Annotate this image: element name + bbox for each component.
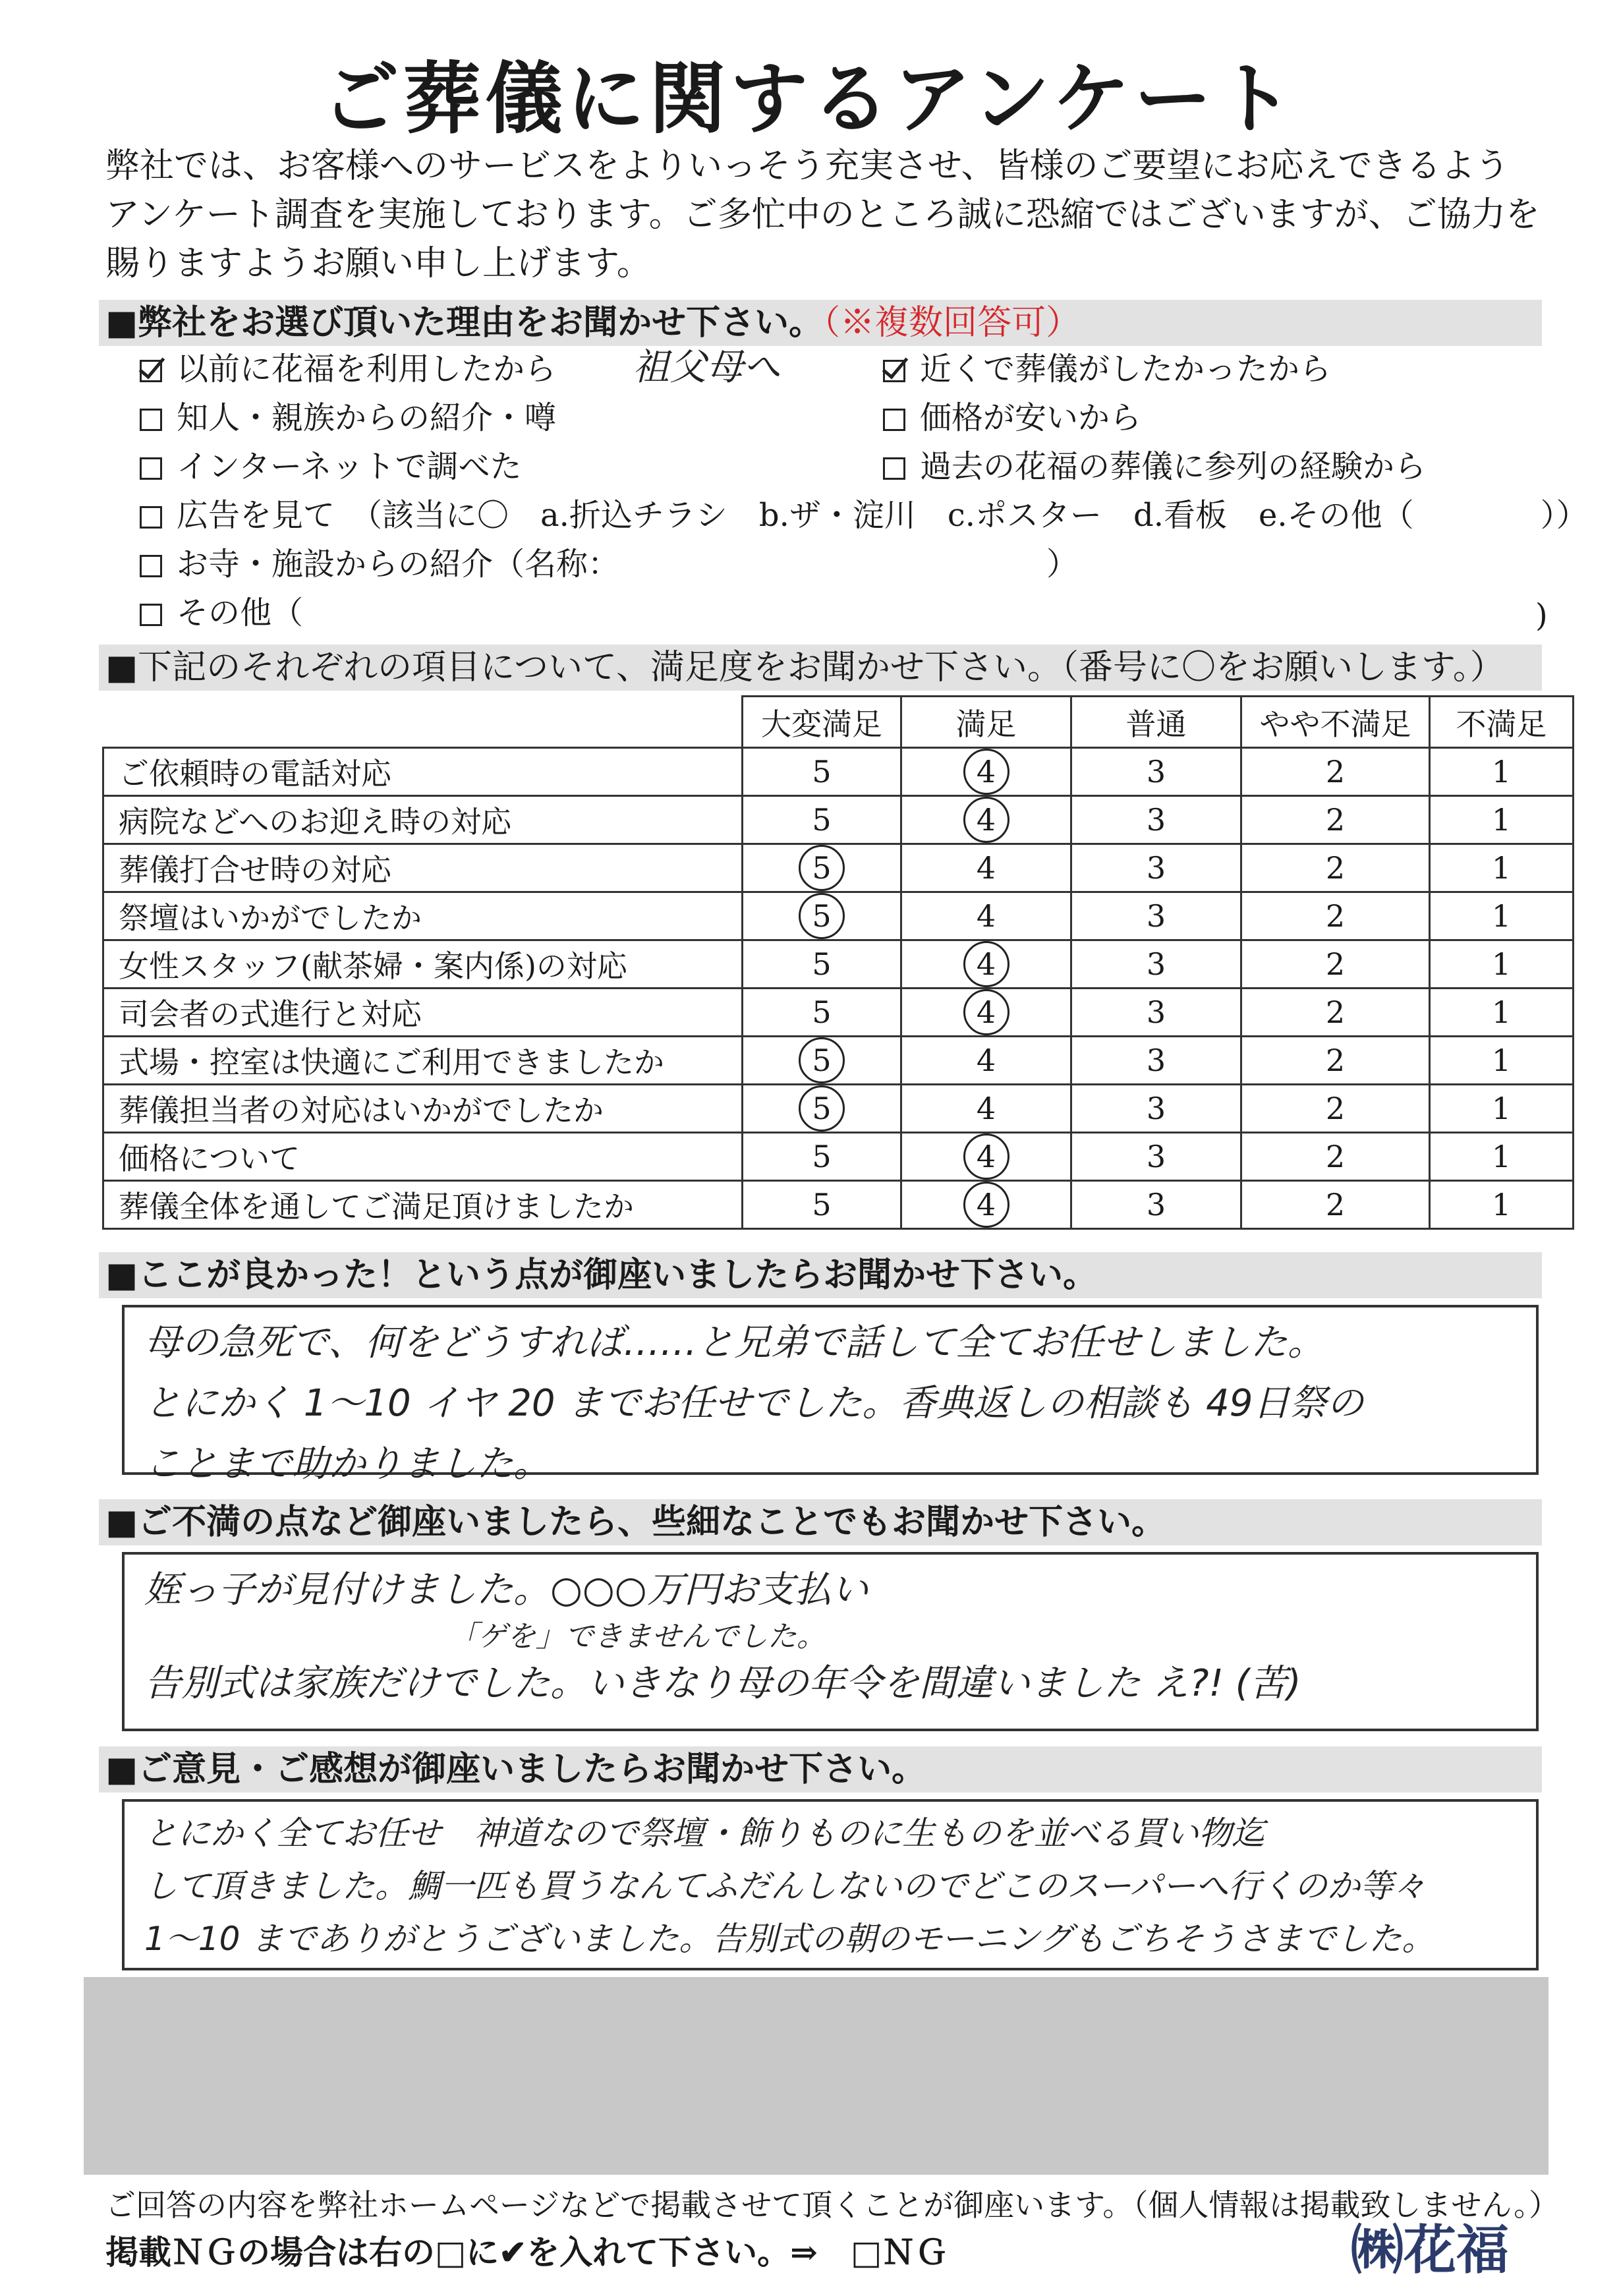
checkbox[interactable] bbox=[140, 555, 162, 577]
checkbox[interactable] bbox=[140, 506, 162, 529]
score-circled: 4 bbox=[963, 797, 1009, 843]
score-cell[interactable] bbox=[1241, 796, 1430, 844]
score-cell[interactable] bbox=[743, 989, 901, 1037]
satisfaction-item: 祭壇はいかがでしたか bbox=[103, 892, 743, 940]
score-value: 2 bbox=[1325, 754, 1346, 789]
company-name: ㈱花福 bbox=[1351, 2219, 1509, 2281]
section-opinions: ■ご意見・ご感想が御座いましたらお聞かせ下さい。 bbox=[99, 1746, 1542, 1793]
score-value: 2 bbox=[1325, 802, 1346, 838]
reason-option-internet[interactable]: インターネットで調べた bbox=[140, 447, 522, 486]
score-value: 5 bbox=[812, 754, 832, 789]
reason-option-advertisement[interactable]: 広告を見て （該当に〇 a.折込チラシ b.ザ・淀川 c.ポスター d.看板 e.その他（ ）） bbox=[140, 496, 1588, 535]
score-value: 4 bbox=[976, 1091, 996, 1126]
satisfaction-item: 葬儀全体を通してご満足頂けましたか bbox=[103, 1181, 743, 1229]
answer-line: とにかく 1〜10 イヤ 20 までお任せでした。香典返しの相談も 49日祭の bbox=[144, 1382, 1364, 1425]
score-value: 5 bbox=[812, 994, 832, 1030]
score-value: 1 bbox=[1491, 994, 1512, 1030]
checkbox[interactable] bbox=[140, 604, 162, 626]
score-cell[interactable] bbox=[743, 796, 901, 844]
checkbox[interactable] bbox=[140, 457, 162, 480]
section-reason: ■弊社をお選び頂いた理由をお聞かせ下さい。（※複数回答可） bbox=[99, 300, 1542, 346]
redacted-area bbox=[84, 1977, 1548, 2175]
score-cell[interactable] bbox=[1241, 1133, 1430, 1181]
score-value: 3 bbox=[1146, 850, 1166, 886]
score-value: 1 bbox=[1491, 898, 1512, 934]
table-header-row bbox=[103, 697, 1574, 748]
score-cell[interactable] bbox=[1241, 1181, 1430, 1229]
answer-line: 母の急死で、何をどうすれば……と兄弟で話して全てお任せしました。 bbox=[144, 1321, 1324, 1364]
section-complaints-heading: ご不満の点など御座いましたら、些細なことでもお聞かせ下さい。 bbox=[138, 1502, 1166, 1542]
reason-option-nearby[interactable]: 近くで葬儀がしたかったから bbox=[883, 349, 1331, 389]
score-cell[interactable] bbox=[743, 1133, 901, 1181]
section-satisfaction: ■下記のそれぞれの項目について、満足度をお聞かせ下さい。（番号に〇をお願いします。） bbox=[99, 645, 1542, 691]
score-circled: 4 bbox=[963, 989, 1009, 1035]
satisfaction-item: 価格について bbox=[103, 1133, 743, 1181]
reason-option-temple[interactable]: お寺・施設からの紹介（名称： ） bbox=[140, 544, 1078, 584]
section-complaints: ■ご不満の点など御座いましたら、些細なことでもお聞かせ下さい。 bbox=[99, 1499, 1542, 1545]
score-value: 2 bbox=[1325, 850, 1346, 886]
score-cell[interactable] bbox=[1241, 844, 1430, 892]
score-cell[interactable] bbox=[743, 844, 901, 892]
score-value: 4 bbox=[976, 850, 996, 886]
score-cell[interactable] bbox=[1071, 1133, 1241, 1181]
score-cell[interactable] bbox=[743, 892, 901, 940]
score-cell[interactable] bbox=[1430, 796, 1574, 844]
multi-answer-note: （※複数回答可） bbox=[823, 303, 1081, 343]
score-cell[interactable] bbox=[901, 748, 1071, 796]
score-value: 1 bbox=[1491, 1043, 1512, 1078]
checkbox[interactable] bbox=[140, 409, 162, 431]
score-cell[interactable] bbox=[1071, 940, 1241, 989]
table-row bbox=[103, 892, 1574, 940]
col-very-satisfied: 大変満足 bbox=[743, 697, 901, 748]
answer-line: 姪っ子が見付けました。○○○万円お支払い bbox=[144, 1568, 868, 1611]
satisfaction-item: ご依頼時の電話対応 bbox=[103, 748, 743, 796]
answer-line: ことまで助かりました。 bbox=[144, 1443, 550, 1485]
table-row bbox=[103, 796, 1574, 844]
score-cell[interactable] bbox=[901, 1037, 1071, 1085]
checkbox-checked[interactable] bbox=[883, 360, 905, 382]
handwritten-note-grandparents: 祖父母へ bbox=[633, 346, 780, 389]
score-value: 2 bbox=[1325, 1139, 1346, 1174]
reason-option-referral[interactable]: 知人・親族からの紹介・噂 bbox=[140, 398, 556, 438]
score-circled: 4 bbox=[963, 749, 1009, 795]
score-value: 3 bbox=[1146, 946, 1166, 982]
score-value: 3 bbox=[1146, 754, 1166, 789]
table-row bbox=[103, 1181, 1574, 1229]
score-cell[interactable] bbox=[1241, 940, 1430, 989]
answer-line: とにかく全てお任せ 神道なので祭壇・飾りものに生ものを並べる買い物迄 bbox=[144, 1814, 1264, 1852]
score-value: 2 bbox=[1325, 994, 1346, 1030]
reason-option-previous-use[interactable]: 以前に花福を利用したから bbox=[140, 349, 556, 389]
section-satisfaction-heading: 下記のそれぞれの項目について、満足度をお聞かせ下さい。（番号に〇をお願いします。） bbox=[138, 648, 1504, 687]
score-cell[interactable] bbox=[1071, 989, 1241, 1037]
satisfaction-item: 葬儀打合せ時の対応 bbox=[103, 844, 743, 892]
score-value: 3 bbox=[1146, 1091, 1166, 1126]
satisfaction-item: 司会者の式進行と対応 bbox=[103, 989, 743, 1037]
section-good-points: ■ここが良かった！という点が御座いましたらお聞かせ下さい。 bbox=[99, 1252, 1542, 1298]
score-cell[interactable] bbox=[1241, 989, 1430, 1037]
score-circled: 5 bbox=[799, 1037, 845, 1083]
reason-option-other[interactable]: その他（ bbox=[140, 593, 303, 633]
score-value: 3 bbox=[1146, 994, 1166, 1030]
score-value: 5 bbox=[812, 1139, 832, 1174]
score-cell[interactable] bbox=[1071, 1037, 1241, 1085]
score-value: 2 bbox=[1325, 1043, 1346, 1078]
score-cell[interactable] bbox=[1071, 796, 1241, 844]
section-good-points-heading: ここが良かった！という点が御座いましたらお聞かせ下さい。 bbox=[138, 1255, 1098, 1295]
score-cell[interactable] bbox=[743, 748, 901, 796]
score-value: 3 bbox=[1146, 1187, 1166, 1222]
score-circled: 5 bbox=[799, 845, 845, 891]
score-cell[interactable] bbox=[1430, 1181, 1574, 1229]
score-cell[interactable] bbox=[1430, 892, 1574, 940]
table-row bbox=[103, 1037, 1574, 1085]
score-value: 1 bbox=[1491, 850, 1512, 886]
score-value: 1 bbox=[1491, 1187, 1512, 1222]
intro-text: 弊社では、お客様へのサービスをよりいっそう充実させ、皆様のご要望にお応えできるようアンケート調査を実施しております。ご多忙中のところ誠に恐縮ではございますが、ご協力を賜りますようお願い申し上げます。 bbox=[105, 146, 1540, 283]
score-cell[interactable] bbox=[901, 1133, 1071, 1181]
score-cell[interactable] bbox=[1071, 844, 1241, 892]
answer-line: 「ゲを」できませんでした。 bbox=[144, 1620, 826, 1653]
score-cell[interactable] bbox=[743, 940, 901, 989]
score-value: 5 bbox=[812, 946, 832, 982]
score-value: 2 bbox=[1325, 1091, 1346, 1126]
score-cell[interactable] bbox=[1430, 989, 1574, 1037]
score-cell[interactable] bbox=[1071, 1085, 1241, 1133]
score-value: 3 bbox=[1146, 1139, 1166, 1174]
section-reason-heading: 弊社をお選び頂いた理由をお聞かせ下さい。 bbox=[138, 302, 824, 343]
score-value: 1 bbox=[1491, 802, 1512, 838]
score-circled: 5 bbox=[799, 893, 845, 939]
score-cell[interactable] bbox=[1430, 1133, 1574, 1181]
col-dissatisfied: 不満足 bbox=[1430, 697, 1574, 748]
page-title: ご葬儀に関するアンケート bbox=[322, 53, 1297, 144]
score-value: 2 bbox=[1325, 898, 1346, 934]
col-neutral: 普通 bbox=[1071, 697, 1241, 748]
table-row bbox=[103, 748, 1574, 796]
score-value: 5 bbox=[812, 1187, 832, 1222]
answer-line: 1〜10 までありがとうございました。告別式の朝のモーニングもごちそうさまでした。 bbox=[144, 1920, 1435, 1958]
score-value: 4 bbox=[976, 1043, 996, 1078]
satisfaction-table bbox=[102, 695, 1574, 1230]
score-cell[interactable] bbox=[1430, 940, 1574, 989]
score-circled: 5 bbox=[799, 1085, 845, 1132]
checkbox[interactable] bbox=[883, 457, 905, 480]
score-circled: 4 bbox=[963, 1182, 1009, 1228]
table-row bbox=[103, 1085, 1574, 1133]
score-cell[interactable] bbox=[743, 1181, 901, 1229]
score-value: 3 bbox=[1146, 898, 1166, 934]
col-somewhat-dissatisfied: やや不満足 bbox=[1241, 697, 1430, 748]
opinions-answer[interactable] bbox=[122, 1799, 1539, 1970]
score-cell[interactable] bbox=[743, 1037, 901, 1085]
footer-notice: ご回答の内容を弊社ホームページなどで掲載させて頂くことが御座います。（個人情報は掲載致しません。） bbox=[105, 2187, 1560, 2223]
score-circled: 4 bbox=[963, 1134, 1009, 1180]
score-cell[interactable] bbox=[1430, 1085, 1574, 1133]
score-cell[interactable] bbox=[901, 1181, 1071, 1229]
answer-line: 告別式は家族だけでした。いきなり母の年令を間違いました え?! (苦) bbox=[144, 1662, 1301, 1705]
score-circled: 4 bbox=[963, 941, 1009, 987]
score-value: 2 bbox=[1325, 946, 1346, 982]
score-value: 5 bbox=[812, 802, 832, 838]
other-close-paren: ) bbox=[1535, 597, 1548, 634]
table-row bbox=[103, 844, 1574, 892]
score-cell[interactable] bbox=[743, 1085, 901, 1133]
score-cell[interactable] bbox=[1430, 748, 1574, 796]
table-row bbox=[103, 989, 1574, 1037]
score-value: 1 bbox=[1491, 1091, 1512, 1126]
score-cell[interactable] bbox=[1071, 1181, 1241, 1229]
checkbox[interactable] bbox=[883, 409, 905, 431]
score-value: 1 bbox=[1491, 754, 1512, 789]
satisfaction-item: 葬儀担当者の対応はいかがでしたか bbox=[103, 1085, 743, 1133]
score-cell[interactable] bbox=[1241, 748, 1430, 796]
score-cell[interactable] bbox=[1071, 892, 1241, 940]
score-value: 1 bbox=[1491, 1139, 1512, 1174]
complaints-answer[interactable] bbox=[122, 1552, 1539, 1731]
section-opinions-heading: ご意見・ご感想が御座いましたらお聞かせ下さい。 bbox=[138, 1749, 926, 1789]
score-value: 3 bbox=[1146, 1043, 1166, 1078]
score-cell[interactable] bbox=[901, 1085, 1071, 1133]
score-value: 2 bbox=[1325, 1187, 1346, 1222]
score-cell[interactable] bbox=[1241, 1085, 1430, 1133]
checkbox-checked[interactable] bbox=[140, 360, 162, 382]
good-points-answer[interactable] bbox=[122, 1305, 1539, 1485]
score-cell[interactable] bbox=[901, 796, 1071, 844]
satisfaction-item: 女性スタッフ(献茶婦・案内係)の対応 bbox=[103, 940, 743, 989]
score-cell[interactable] bbox=[901, 892, 1071, 940]
reason-option-price[interactable]: 価格が安いから bbox=[883, 398, 1141, 438]
score-cell[interactable] bbox=[1430, 1037, 1574, 1085]
score-cell[interactable] bbox=[901, 989, 1071, 1037]
score-cell[interactable] bbox=[1071, 748, 1241, 796]
score-value: 3 bbox=[1146, 802, 1166, 838]
score-cell[interactable] bbox=[901, 844, 1071, 892]
score-cell[interactable] bbox=[1430, 844, 1574, 892]
score-cell[interactable] bbox=[901, 940, 1071, 989]
satisfaction-item: 式場・控室は快適にご利用できましたか bbox=[103, 1037, 743, 1085]
score-value: 4 bbox=[976, 898, 996, 934]
satisfaction-item: 病院などへのお迎え時の対応 bbox=[103, 796, 743, 844]
answer-line: して頂きました。鯛一匹も買うなんてふだんしないのでどこのスーパーへ行くのか等々 bbox=[144, 1867, 1426, 1905]
score-cell[interactable] bbox=[1241, 1037, 1430, 1085]
score-cell[interactable] bbox=[1241, 892, 1430, 940]
score-value: 1 bbox=[1491, 946, 1512, 982]
table-row bbox=[103, 940, 1574, 989]
footer-ng-instruction[interactable]: 掲載ＮＧの場合は右の□に✔を入れて下さい。⇒ □ＮＧ bbox=[105, 2233, 948, 2272]
table-row bbox=[103, 1133, 1574, 1181]
reason-option-past-attendance[interactable]: 過去の花福の葬儀に参列の経験から bbox=[883, 447, 1426, 486]
col-satisfied: 満足 bbox=[901, 697, 1071, 748]
